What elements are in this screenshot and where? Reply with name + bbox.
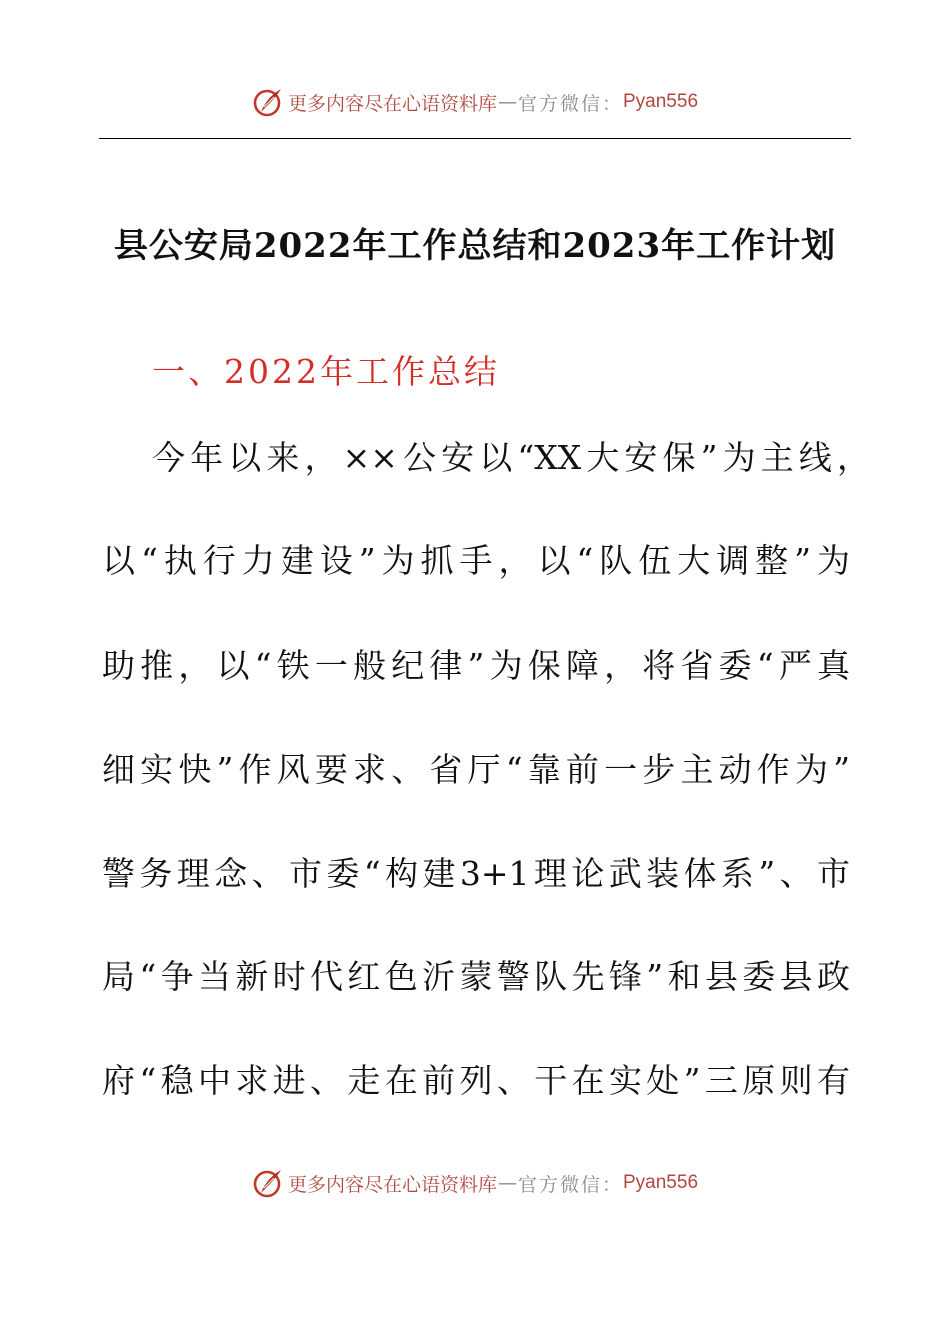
paragraph-line: 细实快”作风要求、省厅“靠前一步主动作为”: [102, 750, 850, 789]
footer-site-text: 更多内容尽在心语资料库: [287, 1173, 497, 1196]
header-divider: [99, 138, 851, 139]
header-banner: [0, 82, 950, 122]
header-wechat-label: 官方微信：: [517, 92, 623, 115]
header-banner-content: [252, 86, 698, 118]
paragraph-line: 府“稳中求进、走在前列、干在实处”三原则有: [102, 1061, 850, 1100]
document-title: 县公安局2022年工作总结和2023年工作计划: [113, 226, 837, 266]
header-wechat-id: Pyan556: [623, 91, 699, 112]
footer-wechat-id: Pyan556: [623, 1172, 699, 1193]
paragraph-line: 助推，以“铁一般纪律”为保障，将省委“严真: [102, 646, 850, 685]
paragraph-line: 警务理念、市委“构建3+1理论武装体系”、市: [102, 854, 850, 893]
paragraph-line: 以“执行力建设”为抓手，以“队伍大调整”为: [102, 541, 850, 580]
footer-banner: [0, 1163, 950, 1203]
header-dash: —: [497, 91, 517, 113]
quill-pen-circle-logo-icon: [252, 1167, 284, 1199]
footer-dash: —: [497, 1172, 517, 1194]
paragraph-line: 今年以来，××公安以“XX大安保”为主线，: [152, 438, 870, 477]
quill-pen-circle-logo-icon: [252, 86, 284, 118]
footer-wechat-label: 官方微信：: [517, 1173, 623, 1196]
paragraph-line: 局“争当新时代红色沂蒙警队先锋”和县委县政: [102, 957, 850, 996]
header-site-text: 更多内容尽在心语资料库: [287, 92, 497, 115]
footer-banner-content: [252, 1167, 698, 1199]
section-heading: 一、2022年工作总结: [152, 352, 500, 391]
